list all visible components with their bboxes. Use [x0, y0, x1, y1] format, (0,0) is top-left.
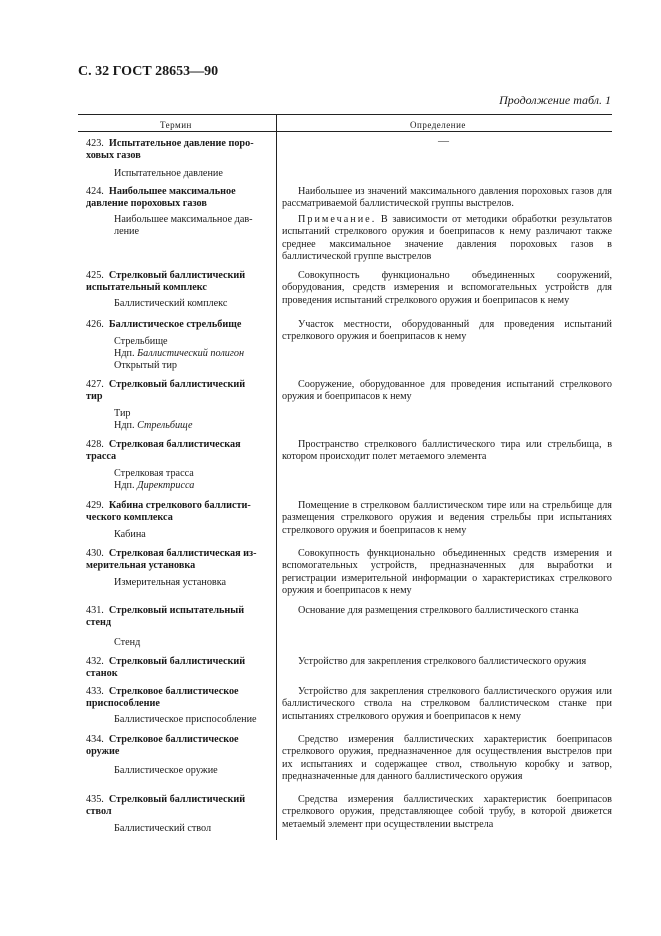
- table-row-term: 429. Кабина стрелкового баллисти-ческого комплекса: [86, 500, 251, 524]
- table-row-term: 426. Баллистическое стрельбище: [86, 319, 242, 330]
- term-synonym: Стрелковая трасса: [114, 468, 194, 479]
- term-definition: Совокупность функционально объединенных сооружений, оборудования, средств измерения и вспомогательных устройств для проведения испытаний стрелкового оружия и боеприпасов к нему: [282, 270, 612, 306]
- term-definition: Средство измерения баллистических характеристик боеприпасов стрелкового оружия, предназначенное для осуществления выстрелов при их испытаниях и содержащее ствол, ствольную коробку и затвор, предназначенные для данного баллистического оружия: [282, 734, 612, 782]
- term-not-allowed: Ндп. Директрисса: [114, 480, 195, 491]
- definition-dash: —: [438, 135, 449, 147]
- term-synonym: Тир: [114, 408, 131, 419]
- table-row-term: 425. Стрелковый баллистический испытательный комплекс: [86, 270, 246, 294]
- term-synonym: Наибольшее максимальное дав-ление: [114, 214, 253, 238]
- term-synonym: Кабина: [114, 529, 146, 540]
- table-row-term: 423. Испытательное давление поро-ховых газов: [86, 138, 254, 162]
- term-synonym: Баллистический ствол: [114, 823, 212, 834]
- table-continuation-label: Продолжение табл. 1: [499, 93, 611, 107]
- table-row-term: 432. Стрелковый баллистический станок: [86, 656, 246, 680]
- term-definition: Совокупность функционально объединенных средств измерения и вспомогательных устройств, предназначенных для выработки и регистрации измерительной информации о характеристиках стрелкового оружия и боеприпасов к нему: [282, 548, 612, 596]
- column-divider: [276, 114, 277, 840]
- term-not-allowed: Ндп. Баллистический полигон: [114, 348, 245, 359]
- term-definition: Помещение в стрелковом баллистическом тире или на стрельбище для размещения стрелкового оружия и ведения стрельбы при испытаниях стрелкового оружия и боеприпасов к нему: [282, 500, 612, 536]
- term-definition: Наибольшее из значений максимального давления пороховых газов для рассматриваемой баллистической группы выстрелов.: [282, 186, 612, 210]
- term-synonym: Баллистическое оружие: [114, 765, 218, 776]
- term-not-allowed: Ндп. Стрельбище: [114, 420, 193, 431]
- term-synonym: Измерительная установка: [114, 577, 227, 588]
- term-synonym: Стрельбище: [114, 336, 168, 347]
- table-row-term: 424. Наибольшее максимальное давление пороховых газов: [86, 186, 236, 210]
- term-definition: Средства измерения баллистических характеристик боеприпасов стрелкового оружия, представляющее собой трубу, в которой движется метаемый элемент при осуществлении выстрела: [282, 794, 612, 830]
- term-synonym: Открытый тир: [114, 360, 177, 371]
- term-definition: Устройство для закрепления стрелкового баллистического оружия или баллистического ствола на стрелковом баллистическом станке при испытаниях стрелкового оружия и боеприпасов к нему: [282, 686, 612, 722]
- term-definition: Устройство для закрепления стрелкового баллистического оружия: [298, 656, 587, 667]
- column-header-definition: Определение: [410, 120, 466, 130]
- term-synonym: Баллистическое приспособление: [114, 714, 257, 725]
- table-header-rule: [78, 131, 612, 132]
- term-synonym: Баллистический комплекс: [114, 298, 228, 309]
- table-row-term: 433. Стрелковое баллистическое приспособление: [86, 686, 239, 710]
- term-synonym: Испытательное давление: [114, 168, 223, 179]
- table-row-term: 435. Стрелковый баллистический ствол: [86, 794, 246, 818]
- term-definition: Основание для размещения стрелкового баллистического станка: [298, 605, 579, 616]
- term-definition: Сооружение, оборудованное для проведения испытаний стрелкового оружия и боеприпасов к нему: [282, 379, 612, 403]
- table-top-rule: [78, 114, 612, 115]
- term-note: Примечание. В зависимости от методики обработки результатов испытаний стрелкового оружия и боеприпасов к нему различают также среднее максимальное значение давления пороховых газов в баллистической группе выстрелов: [282, 214, 612, 262]
- table-row-term: 428. Стрелковая баллистическая трасса: [86, 439, 241, 463]
- term-synonym: Стенд: [114, 637, 141, 648]
- page-title: С. 32 ГОСТ 28653—90: [78, 64, 219, 79]
- table-row-term: 427. Стрелковый баллистический тир: [86, 379, 246, 403]
- column-header-term: Термин: [160, 120, 192, 130]
- term-definition: Пространство стрелкового баллистического тира или стрельбища, в котором происходит полет метаемого элемента: [282, 439, 612, 463]
- term-definition: Участок местности, оборудованный для проведения испытаний стрелкового оружия и боеприпасов к нему: [282, 319, 612, 343]
- table-row-term: 430. Стрелковая баллистическая из-мерительная установка: [86, 548, 257, 572]
- table-row-term: 431. Стрелковый испытательный стенд: [86, 605, 245, 629]
- table-row-term: 434. Стрелковое баллистическое оружие: [86, 734, 239, 758]
